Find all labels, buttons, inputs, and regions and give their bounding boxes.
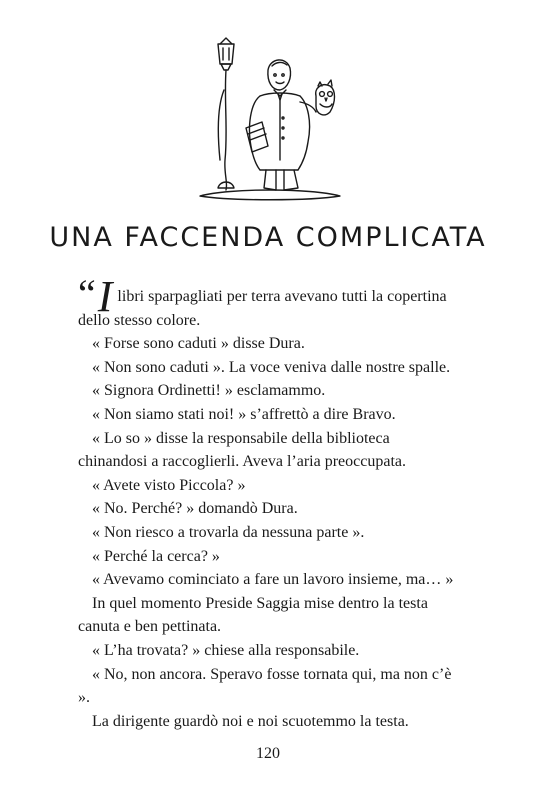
paragraph: « L’ha trovata? » chiese alla responsabile. (92, 641, 360, 659)
paragraph: In quel momento Preside Saggia mise dentro la testa canuta e ben pettinata. (78, 594, 428, 636)
paragraph: « Non sono caduti ». La voce veniva dalle nostre spalle. (92, 358, 451, 376)
paragraph: La dirigente guardò noi e noi scuotemmo la testa. (92, 712, 409, 730)
page-number: 120 (256, 745, 280, 762)
paragraph: « Non siamo stati noi! » s’affrettò a dire Bravo. (92, 405, 396, 423)
paragraph: « Signora Ordinetti! » esclamammo. (92, 382, 326, 400)
paragraph: « Non riesco a trovarla da nessuna parte ». (92, 523, 365, 541)
chapter-body (78, 271, 456, 733)
man-with-lamppost-and-owl-illustration (190, 30, 350, 205)
paragraph: « Perché la cerca? » (92, 547, 220, 565)
paragraph: « Avevamo cominciato a fare un lavoro insieme, ma… » (92, 571, 454, 589)
chapter-title: UNA FACCENDA COMPLICATA (49, 222, 487, 254)
paragraph: « Forse sono caduti » disse Dura. (92, 335, 305, 353)
paragraph-text: libri sparpagliati per terra avevano tutti la copertina dello stesso colore. (78, 288, 447, 329)
paragraph: « Avete visto Piccola? » (92, 476, 246, 494)
paragraph (78, 271, 456, 332)
paragraph: « No. Perché? » domandò Dura. (92, 500, 298, 518)
opening-quote: “ (78, 271, 96, 316)
paragraph: « No, non ancora. Speravo fosse tornata qui, ma non c’è ». (78, 665, 452, 707)
drop-cap: I (97, 272, 113, 321)
paragraph: « Lo so » disse la responsabile della biblioteca chinandosi a raccoglierli. Aveva l’aria preoccupata. (78, 429, 406, 471)
